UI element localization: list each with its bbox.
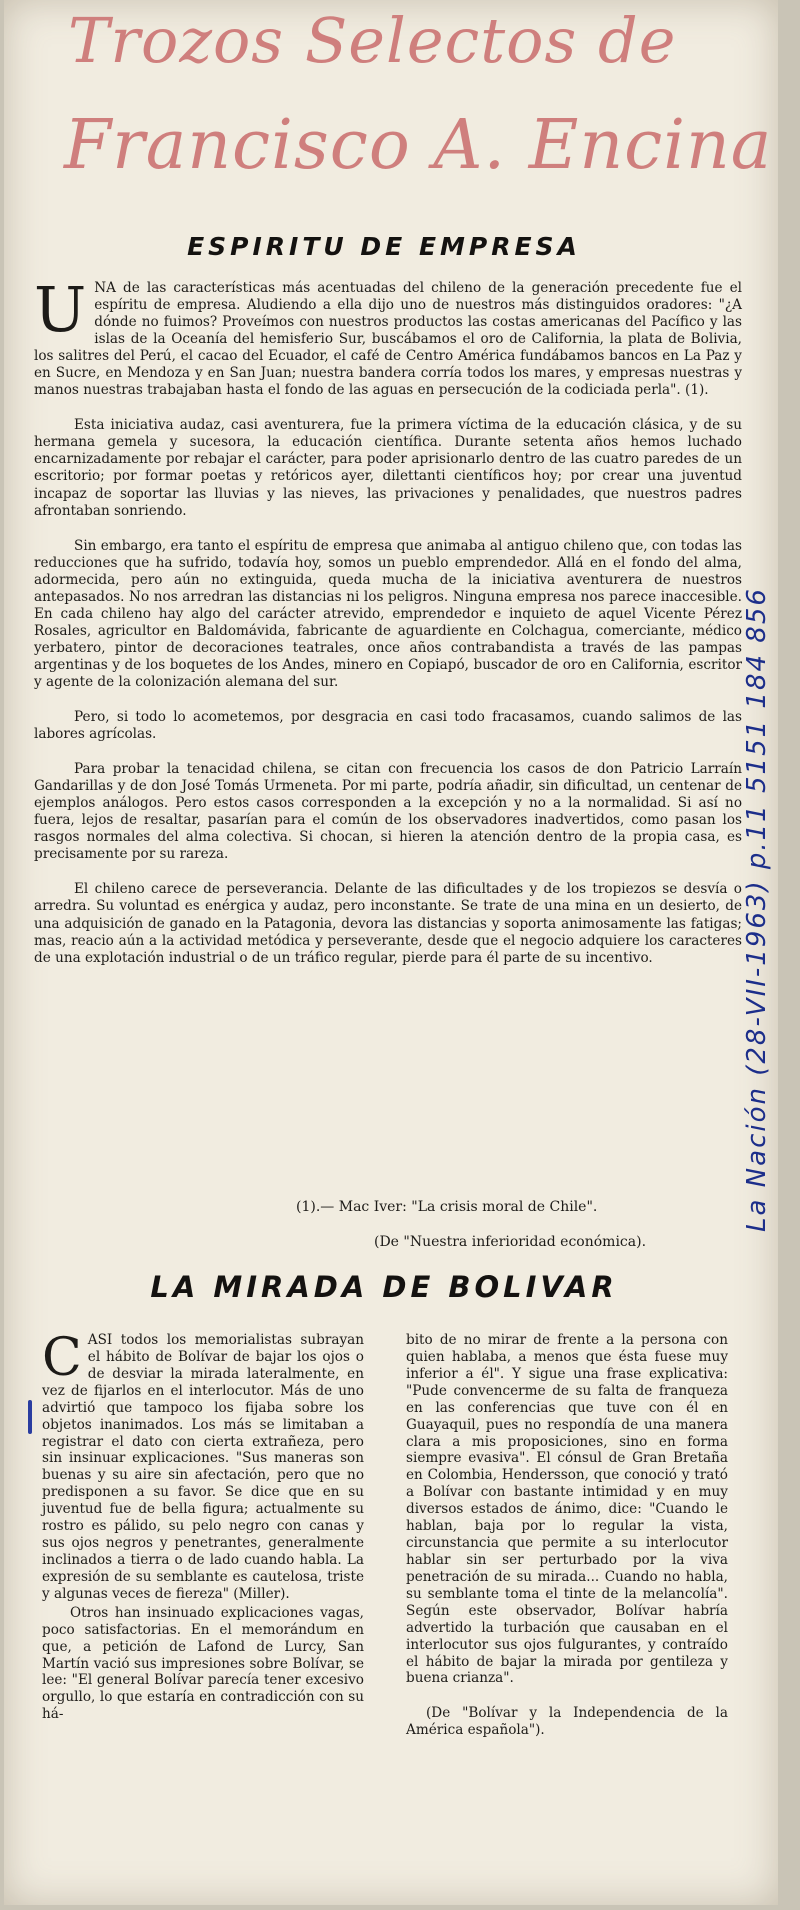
drop-cap: U: [34, 273, 87, 346]
headline-line-2: Francisco A. Encina: [64, 106, 773, 185]
paragraph: El chileno carece de perseverancia. Delante de las dificultades y de los tropiezos se desvía o arredra. Su voluntad es enérgica y audaz, pero inconstante. Se trate de una mina en un desierto, de una adquisición de ganado en la Patagonia, devora las distancias y soporta animosamente las fatigas; mas, reacio aún a la actividad metódica y perseverante, desde que el negocio adquiere los caracteres de una explotación industrial o de un tráfico regular, pierde para él parte de su incentivo.: [34, 881, 742, 966]
paragraph: Sin embargo, era tanto el espíritu de empresa que animaba al antiguo chileno que, con todas las reducciones que ha sufrido, todavía hoy, somos un pueblo emprendedor. Allá en el fondo del alma, adormecida, pero aún no extinguida, queda mucha de la iniciativa aventurera de nuestros antepasados. No nos arredran las distancias ni los peligros. Ninguna empresa nos parece inaccesible. En cada chileno hay algo del carácter atrevido, emprendedor e inquieto de aquel Vicente Pérez Rosales, agricultor en Baldomávida, fabricante de aguardiente en Colchagua, comerciante, médico yerbatero, pintor de decoraciones teatrales, once años contrabandista a través de las pampas argentinas y de los boquetes de los Andes, minero en Copiapó, buscador de oro en California, escritor y agente de la colonización alemana del sur.: [34, 537, 742, 690]
article-title-espiritu: ESPIRITU DE EMPRESA: [187, 232, 581, 261]
paragraph: Pero, si todo lo acometemos, por desgracia en casi todo fracasamos, cuando salimos de las labores agrícolas.: [34, 709, 742, 743]
ink-margin-mark: [28, 1400, 32, 1434]
paragraph: Otros han insinuado explicaciones vagas, poco satisfactorias. En el memorándum en que, a petición de Lafond de Lurcy, San Martín vació sus impresiones sobre Bolívar, se lee: "El general Bolívar parecía tener excesivo orgullo, lo que estaría en contradicción con su há-: [42, 1604, 364, 1723]
paragraph: CASI todos los memorialistas subrayan el hábito de Bolívar de bajar los ojos o de desviar la mirada lateralmente, en vez de fijarlos en el interlocutor. Más de uno advirtió que tampoco los fijaba sobre los objetos inanimados. Los más se limitaban a registrar el dato con cierta extrañeza, pero sin insinuar explicaciones. "Sus maneras son buenas y su aire sin afectación, pero que no predisponen a su favor. Se dice que en su juventud fue de bella figura; actualmente su rostro es pálido, su pelo negro con canas y sus ojos negros y penetrantes, generalmente inclinados a tierra o de lado cuando habla. La expresión de su semblante es cautelosa, triste y algunas veces de fiereza" (Miller).: [42, 1328, 364, 1602]
newspaper-clipping: [4, 0, 778, 1905]
drop-cap: C: [42, 1328, 82, 1388]
source-citation: (De "Bolívar y la Independencia de la América española").: [406, 1705, 728, 1739]
paragraph: bito de no mirar de frente a la persona con quien hablaba, a menos que ésta fuese muy inferior a él". Y sigue una frase explicativa: "Pude convencerme de su falta de franqueza en las conferencias que tuve con él en Guayaquil, pues no respondía de una manera clara a mis proposiciones, sino en forma siempre evasiva". El cónsul de Gran Bretaña en Colombia, Hendersson, que conoció y trató a Bolívar con bastante intimidad y en muy diversos estados de ánimo, dice: "Cuando le hablan, baja por lo regular la vista, circunstancia que permite a su interlocutor hablar sin ser perturbado por la viva penetración de su mirada... Cuando no habla, su semblante toma el tinte de la melancolía". Según este observador, Bolívar habría advertido la turbación que causaban en el interlocutor sus ojos fulgurantes, y contraído el hábito de bajar la mirada por gentileza y buena crianza".: [406, 1332, 728, 1687]
article-bolivar-right-column: [406, 1332, 728, 1741]
article-title-bolivar: LA MIRADA DE BOLIVAR: [150, 1270, 618, 1304]
paragraph: Para probar la tenacidad chilena, se citan con frecuencia los casos de don Patricio Larraín Gandarillas y de don José Tomás Urmeneta. Por mi parte, podría añadir, sin dificultad, un centenar de ejemplos análogos. Pero estos casos corresponden a la excepción y no a la normalidad. Si así no fuera, lejos de resaltar, pasarían para el común de los observadores inadvertidos, como pasan los rasgos normales del alma colectiva. Si chocan, si hieren la atención dentro de la propia casa, es precisamente por su rareza.: [34, 761, 742, 863]
paragraph: Esta iniciativa audaz, casi aventurera, fue la primera víctima de la educación clásica, y de su hermana gemela y sucesora, la educación científica. Durante setenta años hemos luchado encarnizadamente por rebajar el carácter, para poder aprisionarlo dentro de las cuatro paredes de un escritorio; por formar poetas y retóricos ayer, dilettanti científicos hoy; por crear una juventud incapaz de soportar las lluvias y las nieves, las privaciones y penalidades, que nuestros padres afrontaban sonriendo.: [34, 417, 742, 519]
handwritten-archive-note: La Nación (28-VII-1963) p.11 5151 184 856: [742, 587, 772, 1232]
article-espiritu-body: [34, 273, 742, 985]
source-citation: (De "Nuestra inferioridad económica).: [374, 1234, 647, 1250]
paragraph: UNA de las características más acentuadas del chileno de la generación precedente fue el espíritu de empresa. Aludiendo a ella dijo uno de nuestros más distinguidos oradores: "¿A dónde no fuimos? Proveímos con nuestros productos las costas americanas del Pacífico y las islas de la Oceanía del hemisferio Sur, buscábamos el oro de California, la plata de Bolivia, los salitres del Perú, el cacao del Ecuador, el café de Centro América fundábamos bancos en La Paz y en Sucre, en Mendoza y en San Juan; nuestra bandera corría todos los mares, y empresas nuestras y manos nuestras trabajaban hasta el fondo de las aguas en persecución de la codiciada perla". (1).: [34, 273, 742, 399]
article-bolivar-left-column: [42, 1328, 364, 1725]
footnote: (1).— Mac Iver: "La crisis moral de Chile".: [296, 1199, 598, 1215]
headline-line-1: Trozos Selectos de: [68, 4, 677, 77]
